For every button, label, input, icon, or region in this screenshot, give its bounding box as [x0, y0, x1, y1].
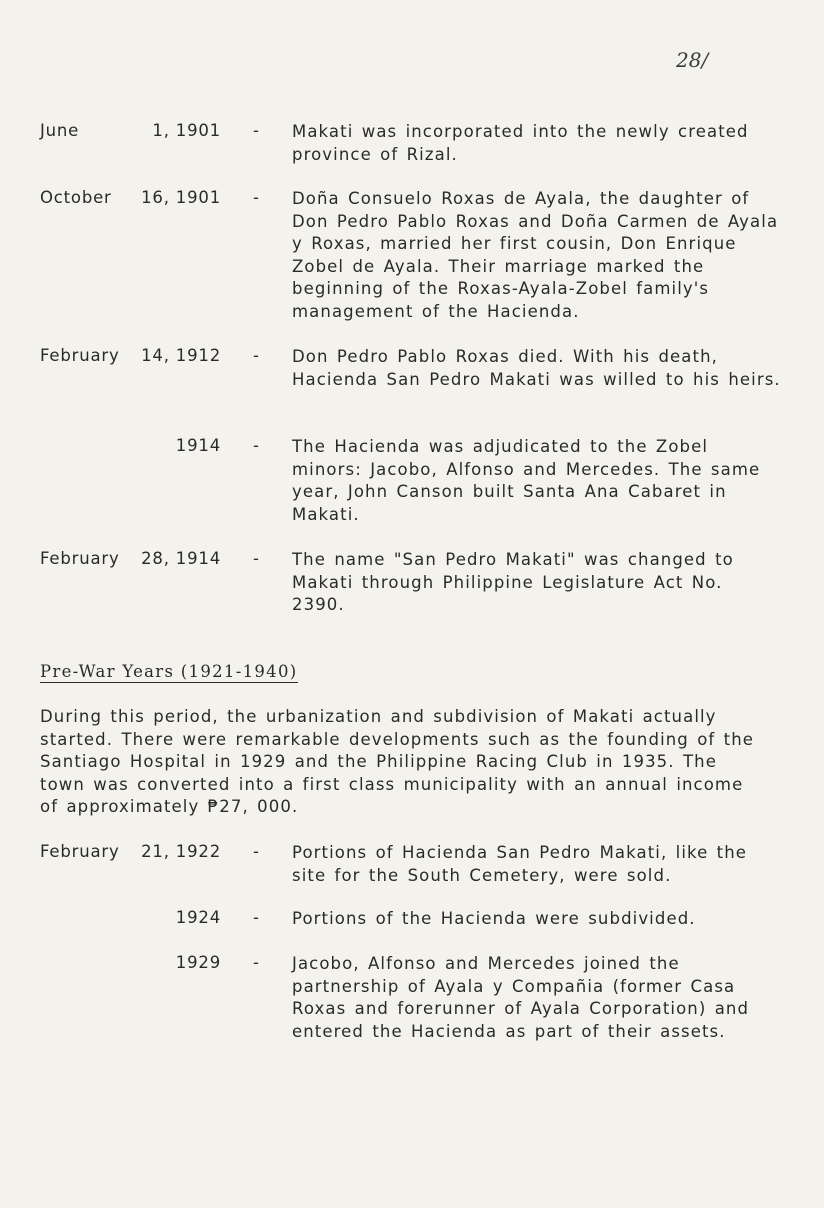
entry-month: February	[40, 549, 120, 568]
entry-dash: -	[253, 953, 259, 972]
entry-month: June	[40, 121, 80, 140]
entry-description: Jacobo, Alfonso and Mercedes joined the partnership of Ayala y Compañia (former Casa Roxas and forerunner of Ayala Corporation) and entered the Hacienda as part of their assets.	[292, 954, 750, 1041]
entry-description: Don Pedro Pablo Roxas died. With his death, Hacienda San Pedro Makati was willed to his heirs.	[292, 347, 781, 389]
entry-dash: -	[253, 549, 259, 568]
entry-day-year: 28, 1914	[141, 549, 221, 568]
entry-dash: -	[253, 908, 259, 927]
entry-dash: -	[253, 842, 259, 861]
entry-description: The Hacienda was adjudicated to the Zobel minors: Jacobo, Alfonso and Mercedes. The same year, John Canson built Santa Ana Cabaret in Makati.	[292, 437, 761, 524]
entry-month: February	[40, 842, 120, 861]
section-heading: Pre-War Years (1921-1940)	[40, 662, 298, 681]
entry-dash: -	[253, 121, 259, 140]
entry-day-year: 21, 1922	[141, 842, 221, 861]
entry-day-year: 1924	[175, 908, 221, 927]
entry-day-year: 1, 1901	[152, 121, 221, 140]
entry-description: Doña Consuelo Roxas de Ayala, the daughter of Don Pedro Pablo Roxas and Doña Carmen de Ayala y Roxas, married her first cousin, Don Enrique Zobel de Ayala. Their marriage marked the beginning of the Roxas-Ayala-Zobel family's management of the Hacienda.	[292, 189, 779, 321]
entry-month: February	[40, 346, 120, 365]
entry-month: October	[40, 188, 112, 207]
entry-day-year: 14, 1912	[141, 346, 221, 365]
entry-description: The name "San Pedro Makati" was changed to Makati through Philippine Legislature Act No. 2390.	[292, 550, 734, 615]
section-paragraph: During this period, the urbanization and subdivision of Makati actually started. There were remarkable developments such as the founding of the Santiago Hospital in 1929 and the Philippine Racing Club in 1935. The town was converted into a first class municipality with an annual income of approximately ₱27, 000.	[40, 707, 755, 817]
entry-description: Portions of the Hacienda were subdivided.	[292, 909, 696, 928]
entry-day-year: 1914	[175, 436, 221, 455]
entry-dash: -	[253, 188, 259, 207]
entry-description: Makati was incorporated into the newly created province of Rizal.	[292, 122, 749, 164]
entry-day-year: 16, 1901	[141, 188, 221, 207]
entry-dash: -	[253, 346, 259, 365]
entry-day-year: 1929	[175, 953, 221, 972]
page-number: 28/	[676, 48, 709, 72]
entry-dash: -	[253, 436, 259, 455]
entry-description: Portions of Hacienda San Pedro Makati, like the site for the South Cemetery, were sold.	[292, 843, 748, 885]
